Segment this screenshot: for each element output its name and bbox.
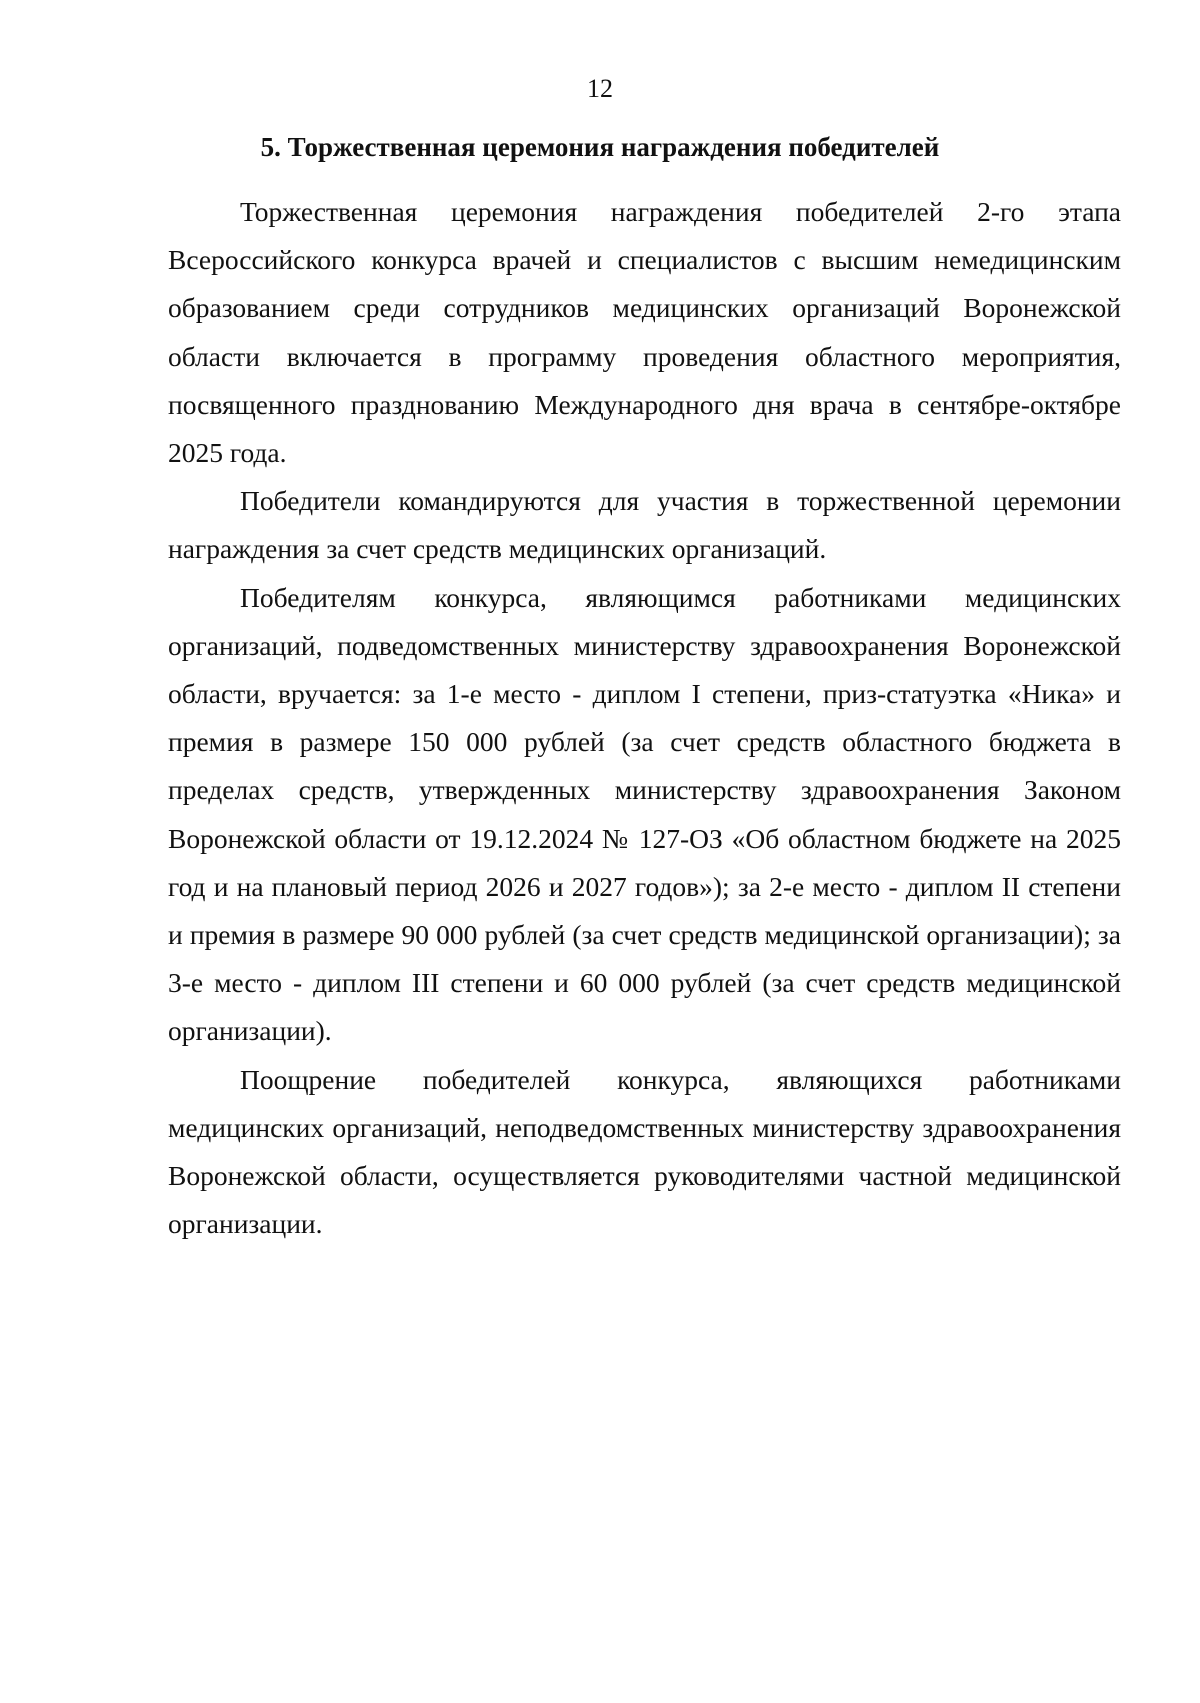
paragraph-private-orgs: Поощрение победителей конкурса, являющихся работниками медицинских организаций, неподведомственных министерству здравоохранения Воронежской области, осуществляется руководителями частной медицинской организации.: [168, 1063, 1121, 1240]
paragraph-prizes: Победителям конкурса, являющимся работниками медицинских организаций, подведомственных министерству здравоохранения Воронежской области, вручается: за 1-е место - диплом I степени, приз-статуэтка «Ника» и премия в размере 150 000 рублей (за счет средств областного бюджета в пределах средств, утвержденных министерству здравоохранения Законом Воронежской области от 19.12.2024 № 127-ОЗ «Об областном бюджете на 2025 год и на плановый период 2026 и 2027 годов»); за 2-е место - диплом II степени и премия в размере 90 000 рублей (за счет средств медицинской организации); за 3-е место - диплом III степени и 60 000 рублей (за счет средств медицинской организации).: [168, 581, 1121, 1047]
document-body: [168, 188, 1121, 1248]
page-number: 12: [587, 74, 613, 103]
section-heading: 5. Торжественная церемония награждения победителей: [260, 132, 940, 162]
paragraph-ceremony: Торжественная церемония награждения победителей 2-го этапа Всероссийского конкурса врачей и специалистов с высшим немедицинским образованием среди сотрудников медицинских организаций Воронежской области включается в программу проведения областного мероприятия, посвященного празднованию Международного дня врача в сентябре-октябре 2025 года.: [168, 196, 1121, 469]
paragraph-travel: Победители командируются для участия в торжественной церемонии награждения за счет средств медицинских организаций.: [168, 485, 1121, 565]
